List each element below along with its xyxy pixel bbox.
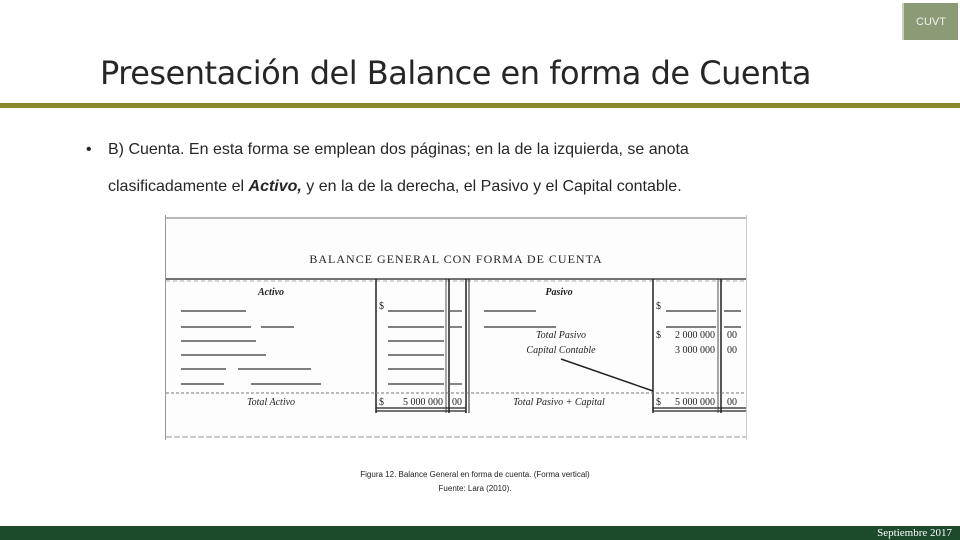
total-amount: 5 000 000 — [675, 397, 715, 408]
dollar-sign-right-pasivo: $ — [656, 330, 661, 341]
bullet-paragraph — [86, 131, 860, 205]
activo-total-amount: 5 000 000 — [403, 397, 443, 408]
pasivo-cents: 00 — [727, 330, 737, 341]
bullet-icon: • — [86, 141, 92, 158]
activo-total-cents: 00 — [452, 397, 462, 408]
dollar-sign-right-top: $ — [656, 301, 661, 312]
capital-contable-label: Capital Contable — [526, 345, 596, 356]
total-activo-label: Total Activo — [246, 397, 296, 408]
balance-figure — [165, 215, 747, 440]
bullet-line-1: B) Cuenta. En esta forma se emplean dos páginas; en la de la izquierda, se anota — [108, 141, 689, 158]
bullet-line-2-after: y en la de la derecha, el Pasivo y el Capital contable. — [301, 178, 682, 195]
total-cents: 00 — [727, 397, 737, 408]
logo — [902, 3, 958, 40]
pasivo-header: Pasivo — [545, 287, 573, 298]
dollar-sign-left-top: $ — [379, 301, 384, 312]
bullet-bold-activo: Activo, — [248, 178, 302, 195]
total-pasivo-capital-label: Total Pasivo + Capital — [513, 397, 605, 408]
capital-amount: 3 000 000 — [675, 345, 715, 356]
dollar-sign-left-total: $ — [379, 397, 384, 408]
title-divider — [0, 103, 960, 108]
caption-line-1: Figura 12. Balance General en forma de cuenta. (Forma vertical) — [360, 470, 590, 479]
activo-header: Activo — [257, 287, 285, 298]
bullet-line-2-before: clasificadamente el — [108, 178, 249, 195]
pasivo-amount: 2 000 000 — [675, 330, 715, 341]
logo-text: CUVT — [916, 15, 946, 28]
dollar-sign-right-total: $ — [656, 397, 661, 408]
footer-date: Septiembre 2017 — [877, 527, 952, 539]
figure-heading: BALANCE GENERAL CON FORMA DE CUENTA — [309, 252, 603, 266]
capital-cents: 00 — [727, 345, 737, 356]
figure-caption — [270, 468, 680, 496]
caption-line-2: Fuente: Lara (2010). — [438, 484, 512, 493]
balance-sheet-image — [166, 215, 746, 440]
total-pasivo-label: Total Pasivo — [536, 330, 586, 341]
slide-title: Presentación del Balance en forma de Cuenta — [100, 54, 811, 92]
footer-bar — [0, 526, 960, 540]
